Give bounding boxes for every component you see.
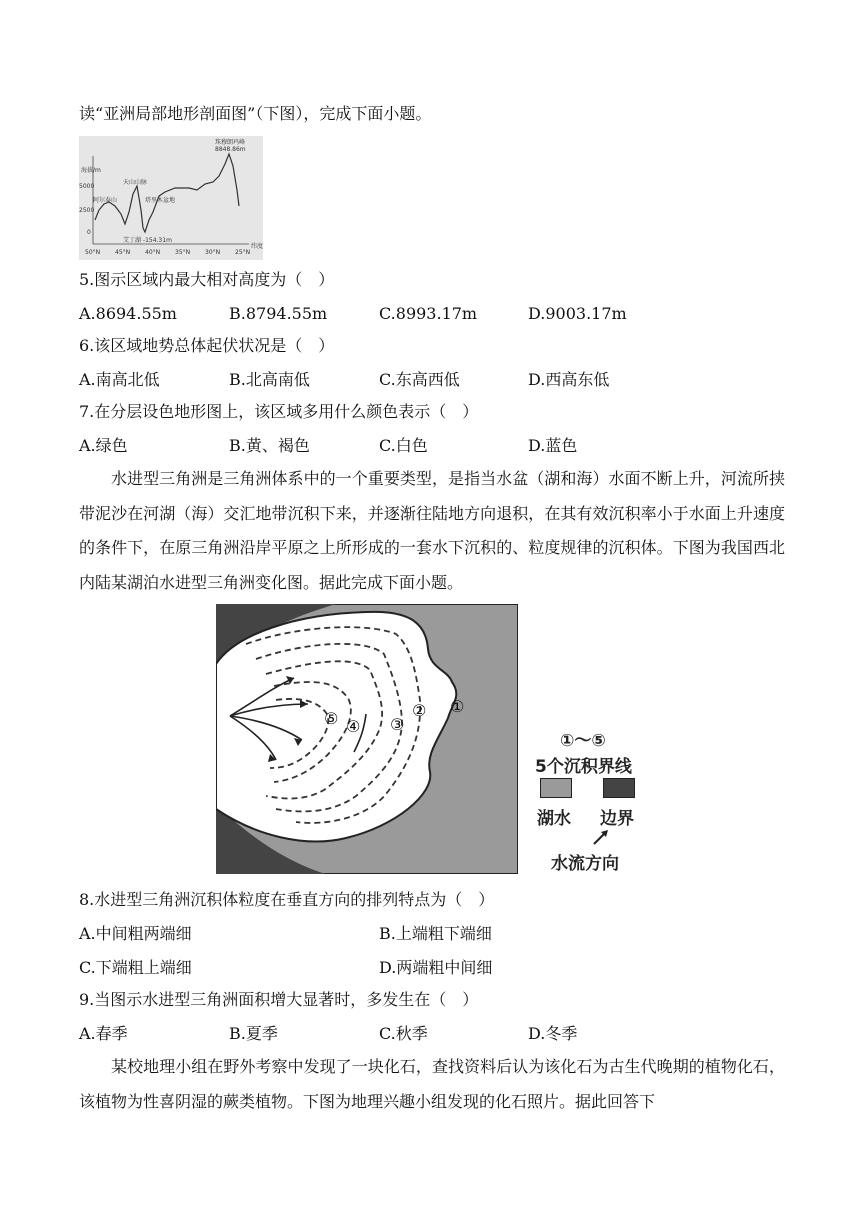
option: D.西高东低 [528,370,610,389]
option: B.黄、褐色 [229,436,310,455]
option: A.中间粗两端细 [79,924,192,943]
option: C.秋季 [379,1024,428,1043]
x-axis-label: 纬度 [251,243,263,250]
legend-lake: 湖水 [537,809,571,829]
option: B.8794.55m [229,304,328,323]
x-tick: 40°N [145,249,161,256]
x-tick: 25°N [235,249,251,256]
question-6: 6.该区域地势总体起伏状况是（ ） [79,336,335,355]
delta-figure [216,604,518,874]
label-ayding: 艾丁湖 -154.31m [123,237,172,244]
legend-border: 边界 [600,809,634,829]
label-tarim: 塔里木盆地 [145,197,176,204]
option: D.冬季 [528,1024,578,1043]
label-everest: 珠穆朗玛峰 [215,139,246,146]
option: D.9003.17m [528,304,627,323]
option: B.上端粗下端细 [379,924,492,943]
option: A.春季 [79,1024,128,1043]
option: B.北高南低 [229,370,310,389]
boundary-label-1: ① [450,697,465,716]
label-everest-height: 8848.86m [215,146,246,153]
boundary-label-4: ④ [346,717,361,736]
option: C.8993.17m [379,304,478,323]
legend-border-swatch [603,778,635,798]
passage-delta: 水进型三角洲是三角洲体系中的一个重要类型，是指当水盆（湖和海）水面不断上升，河流所挟带泥沙在河湖（海）交汇地带沉积下来，并逐渐往陆地方向退积，在其有效沉积率小于水面上升速度的条件下，在原三角洲沿岸平原之上所形成的一套水下沉积的、粒度规律的沉积体。下图为我国西北内陆某湖泊水进型三角洲变化图。据此完成下面小题。 [79,469,785,592]
legend-lines: 5个沉积界线 [535,757,632,777]
legend-lake-swatch [540,778,572,798]
legend-range: ①～⑤ [560,731,606,751]
option: D.蓝色 [528,436,578,455]
option: C.下端粗上端细 [79,958,192,977]
y-tick: 5000 [79,183,95,190]
option: A.绿色 [79,436,128,455]
x-tick: 45°N [115,249,131,256]
option: C.白色 [379,436,428,455]
boundary-label-2: ② [412,701,427,720]
intro-text: 读“亚洲局部地形剖面图”（下图），完成下面小题。 [79,104,432,123]
question-8: 8.水进型三角洲沉积体粒度在垂直方向的排列特点为（ ） [79,890,495,909]
terrain-profile-figure [79,136,263,260]
option: D.两端粗中间细 [379,958,493,977]
flow-arrow-icon [592,828,612,846]
option: A.8694.55m [79,304,177,323]
legend-flow: 水流方向 [551,854,619,874]
label-tianshan: 天山山脉 [123,179,148,186]
option: B.夏季 [229,1024,278,1043]
question-9: 9.当图示水进型三角洲面积增大显著时，多发生在（ ） [79,990,479,1009]
boundary-label-5: ⑤ [324,709,339,728]
question-7: 7.在分层设色地形图上，该区域多用什么颜色表示（ ） [79,402,479,421]
x-tick: 35°N [175,249,191,256]
x-tick: 50°N [85,249,101,256]
boundary-label-3: ③ [390,715,405,734]
option: C.东高西低 [379,370,460,389]
passage-fossil: 某校地理小组在野外考察中发现了一块化石，查找资料后认为该化石为古生代晚期的植物化石，该植物为性喜阴湿的蕨类植物。下图为地理兴趣小组发现的化石照片。据此回答下 [79,1057,785,1111]
option: A.南高北低 [79,370,160,389]
x-tick: 30°N [205,249,221,256]
y-tick: 0 [87,229,91,236]
y-axis-label: 海拔/m [81,167,101,174]
question-5: 5.图示区域内最大相对高度为（ ） [79,270,335,289]
y-tick: 2500 [79,207,95,214]
label-altai: 阿尔泰山 [93,197,118,204]
